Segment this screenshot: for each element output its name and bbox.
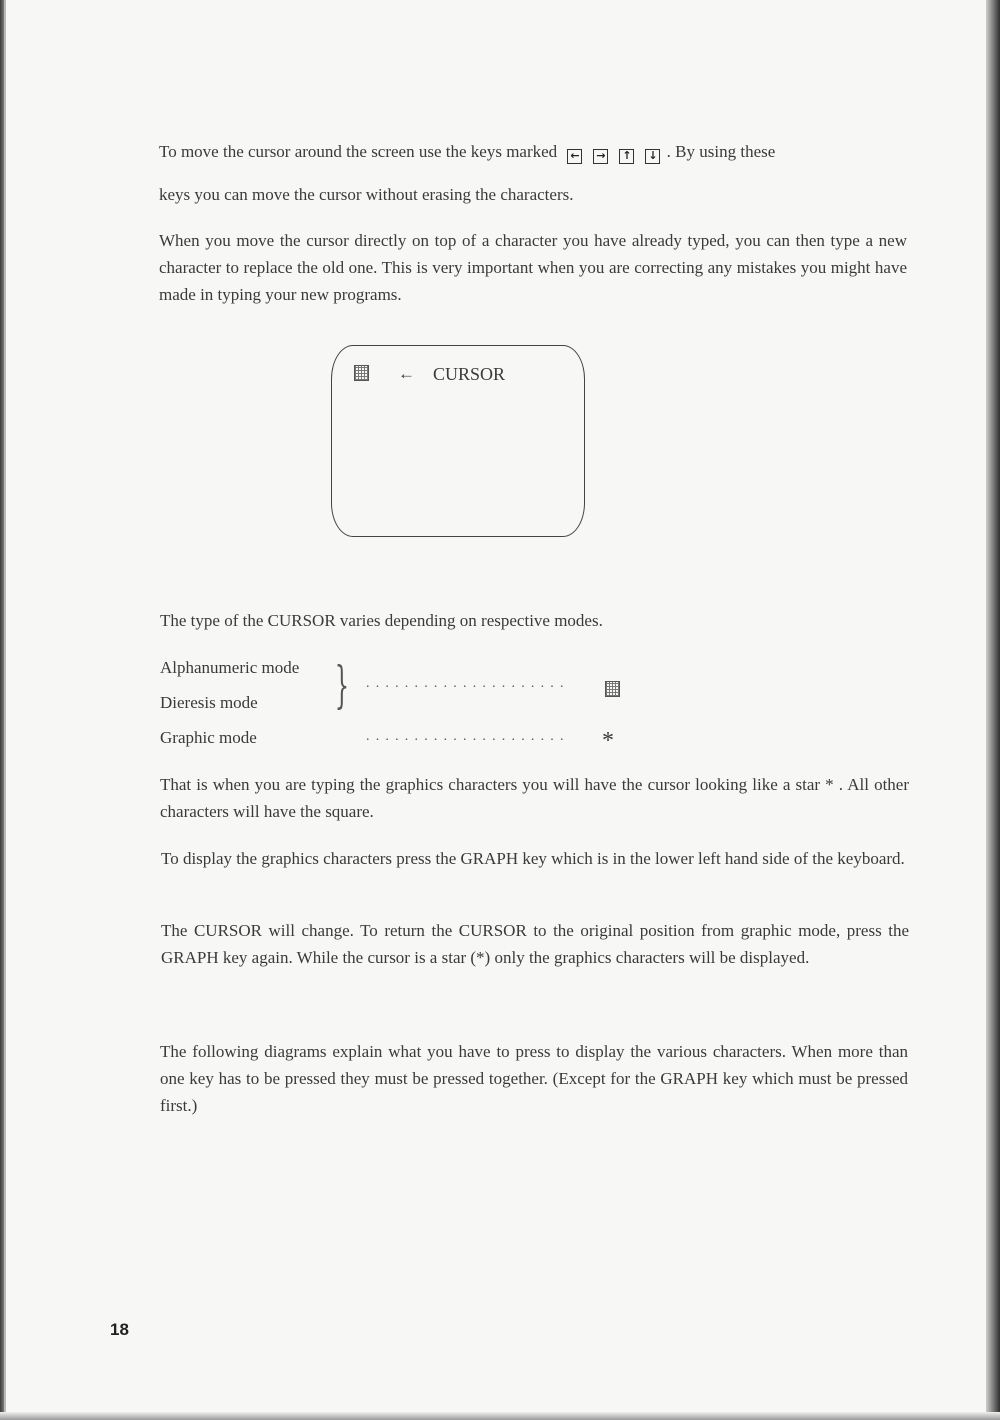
page-bottom-edge (0, 1412, 1000, 1420)
cursor-pointer-arrow: ← (398, 364, 415, 383)
cursor-square-icon (354, 365, 369, 386)
up-arrow-key-icon: ↑ (619, 149, 634, 164)
paragraph-cursor-types: The type of the CURSOR varies depending on respective modes. (160, 611, 603, 630)
paragraph-star-cursor: That is when you are typing the graphics characters you will have the cursor looking like a star * . All other characters will have the square. (160, 775, 909, 821)
page-right-shadow (986, 0, 1000, 1420)
mode-dieresis: Dieresis mode (160, 693, 258, 712)
left-arrow-key-icon: ← (567, 149, 582, 164)
cursor-square-icon-mode (605, 681, 620, 702)
arrow-key-group (567, 140, 662, 167)
paragraph-overtype: When you move the cursor directly on top of a character you have already typed, you can then type a new character to replace the old one. This is very important when you are correcting any mistakes you might have made in typing your new programs. (159, 231, 907, 304)
mode-brace: } (334, 656, 350, 714)
paragraph-cursor-change: The CURSOR will change. To return the CURSOR to the original position from graphic mode, press the GRAPH key again. While the cursor is a star (*) only the graphics characters will be displayed. (161, 921, 909, 967)
paragraph-cursor-keys-tail: . By using these (666, 142, 776, 161)
book-page (4, 0, 988, 1420)
mode-graphic: Graphic mode (160, 728, 257, 747)
paragraph-cursor-keys-text: To move the cursor around the screen use the keys marked (159, 142, 558, 161)
cursor-label: CURSOR (433, 364, 506, 384)
page-number: 18 (110, 1320, 129, 1339)
leader-dots-square: ..................... (366, 676, 570, 691)
down-arrow-key-icon: ↓ (645, 149, 660, 164)
paragraph-diagrams: The following diagrams explain what you have to press to display the various characters. When more than one key has to be pressed they must be pressed together. (Except for the GRAPH key which must be pressed first.) (160, 1042, 908, 1115)
paragraph-graph-key: To display the graphics characters press the GRAPH key which is in the lower left hand side of the keyboard. (161, 849, 905, 868)
right-arrow-key-icon: → (593, 149, 608, 164)
leader-dots-star: ..................... (366, 729, 570, 744)
cursor-star-icon: * (602, 728, 614, 754)
mode-alphanumeric: Alphanumeric mode (160, 658, 300, 677)
paragraph-cursor-keys-line2: keys you can move the cursor without erasing the characters. (159, 185, 574, 204)
paragraph-cursor-keys (159, 138, 909, 167)
